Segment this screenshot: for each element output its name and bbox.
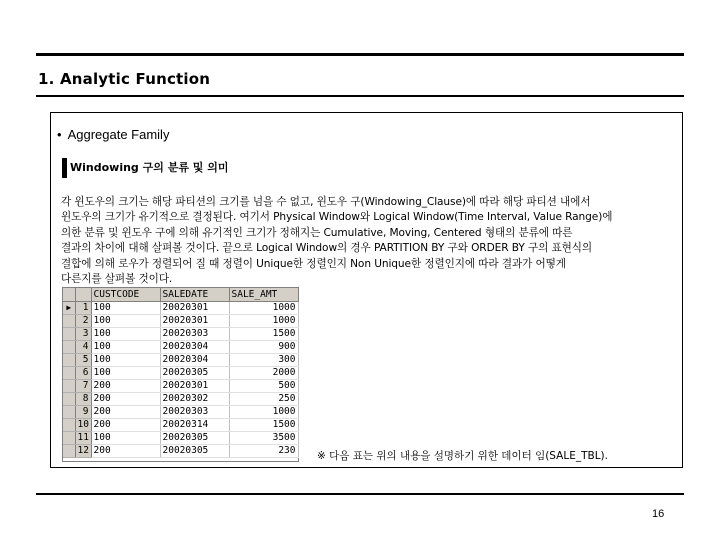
column-header-sale-amt[interactable]: SALE_AMT [229,288,298,302]
bottom-rule [36,493,684,495]
cell-saledate[interactable]: 20020301 [160,315,229,328]
cell-custcode[interactable]: 100 [91,354,160,367]
column-header-custcode[interactable]: CUSTCODE [91,288,160,302]
row-number: 10 [75,419,91,432]
table-row[interactable] [63,393,298,406]
row-indicator [63,419,75,432]
row-indicator [63,393,75,406]
row-indicator [63,315,75,328]
top-rule [36,53,684,56]
cell-custcode[interactable]: 100 [91,432,160,445]
column-header-saledate[interactable]: SALEDATE [160,288,229,302]
description-line: 각 윈도우의 크기는 해당 파티션의 크기를 넘을 수 없고, 윈도우 구(Windowing_Clause)에 따라 해당 파티션 내에서 [61,196,591,208]
grid-header-row [63,288,298,302]
cell-sale-amt[interactable]: 500 [229,380,298,393]
cell-sale-amt[interactable]: 1000 [229,406,298,419]
row-indicator [63,380,75,393]
bullet-item [57,127,169,142]
row-number: 4 [75,341,91,354]
row-indicator [63,341,75,354]
row-indicator [63,328,75,341]
cell-custcode[interactable]: 100 [91,302,160,315]
cell-saledate[interactable]: 20020305 [160,445,229,458]
bullet-text: Aggregate Family [67,127,170,142]
description-line: 다른지를 살펴볼 것이다. [61,273,173,286]
table-row[interactable] [63,302,298,315]
cell-custcode[interactable]: 100 [91,367,160,380]
cell-saledate[interactable]: 20020314 [160,419,229,432]
description-line: 결합에 의해 로우가 정렬되어 질 때 정렬이 Unique한 정렬인지 Non Unique한 정렬인지에 따라 결과가 어떻게 [61,257,566,270]
cell-saledate[interactable]: 20020305 [160,367,229,380]
content-box [50,112,683,468]
table-row[interactable] [63,380,298,393]
row-indicator [63,432,75,445]
row-indicator [63,354,75,367]
row-number: 2 [75,315,91,328]
row-indicator [63,367,75,380]
grid-corner [63,288,75,302]
cell-custcode[interactable]: 200 [91,445,160,458]
row-number: 8 [75,393,91,406]
table-row[interactable] [63,406,298,419]
table-caption: ※ 다음 표는 위의 내용을 설명하기 위한 데이터 임(SALE_TBL). [317,450,608,462]
cell-custcode[interactable]: 200 [91,393,160,406]
cell-sale-amt[interactable]: 1000 [229,315,298,328]
description-line: 의한 분류 및 윈도우 구에 의해 유기적인 크기가 정해지는 Cumulative, Moving, Centered 형태의 분류에 따른 [61,226,573,239]
row-indicator: ▶ [63,302,75,315]
row-number: 9 [75,406,91,419]
row-number: 5 [75,354,91,367]
row-number: 6 [75,367,91,380]
cell-custcode[interactable]: 100 [91,315,160,328]
cell-sale-amt[interactable]: 300 [229,354,298,367]
table-row[interactable] [63,341,298,354]
sale-tbl-grid[interactable] [62,287,299,462]
row-indicator [63,445,75,458]
grid-corner [75,288,91,302]
cell-custcode[interactable]: 200 [91,380,160,393]
row-number: 3 [75,328,91,341]
row-number: 1 [75,302,91,315]
bullet-marker: • [57,127,62,142]
table-row[interactable] [63,315,298,328]
description-line: 결과의 차이에 대해 살펴볼 것이다. 끝으로 Logical Window의 경우 PARTITION BY 구와 ORDER BY 구의 표현식의 [61,242,593,255]
cell-custcode[interactable]: 100 [91,341,160,354]
cell-custcode[interactable]: 200 [91,406,160,419]
cell-saledate[interactable]: 20020302 [160,393,229,406]
section-subheading: Windowing 구의 분류 및 의미 [62,158,229,178]
slide-title: 1. Analytic Function [38,70,211,88]
table-row[interactable] [63,432,298,445]
cell-saledate[interactable]: 20020303 [160,328,229,341]
table-row[interactable] [63,445,298,458]
cell-saledate[interactable]: 20020301 [160,380,229,393]
cell-saledate[interactable]: 20020304 [160,341,229,354]
cell-custcode[interactable]: 200 [91,419,160,432]
table-row[interactable] [63,367,298,380]
row-number: 7 [75,380,91,393]
cell-sale-amt[interactable]: 3500 [229,432,298,445]
description-line: 윈도우의 크기가 유기적으로 결정된다. 여기서 Physical Window와 Logical Window(Time Interval, Value Range)에 [61,211,613,224]
cell-custcode[interactable]: 100 [91,328,160,341]
cell-saledate[interactable]: 20020301 [160,302,229,315]
table-row[interactable] [63,328,298,341]
cell-sale-amt[interactable]: 1000 [229,302,298,315]
table-row[interactable] [63,419,298,432]
row-number: 12 [75,445,91,458]
page-number: 16 [652,508,665,520]
cell-sale-amt[interactable]: 1500 [229,328,298,341]
title-underline [36,95,684,97]
cell-sale-amt[interactable]: 2000 [229,367,298,380]
cell-saledate[interactable]: 20020303 [160,406,229,419]
cell-sale-amt[interactable]: 1500 [229,419,298,432]
table-row[interactable] [63,354,298,367]
cell-saledate[interactable]: 20020305 [160,432,229,445]
row-number: 11 [75,432,91,445]
row-indicator [63,406,75,419]
cell-sale-amt[interactable]: 250 [229,393,298,406]
cell-sale-amt[interactable]: 230 [229,445,298,458]
description-paragraph [61,195,681,287]
cell-saledate[interactable]: 20020304 [160,354,229,367]
cell-sale-amt[interactable]: 900 [229,341,298,354]
